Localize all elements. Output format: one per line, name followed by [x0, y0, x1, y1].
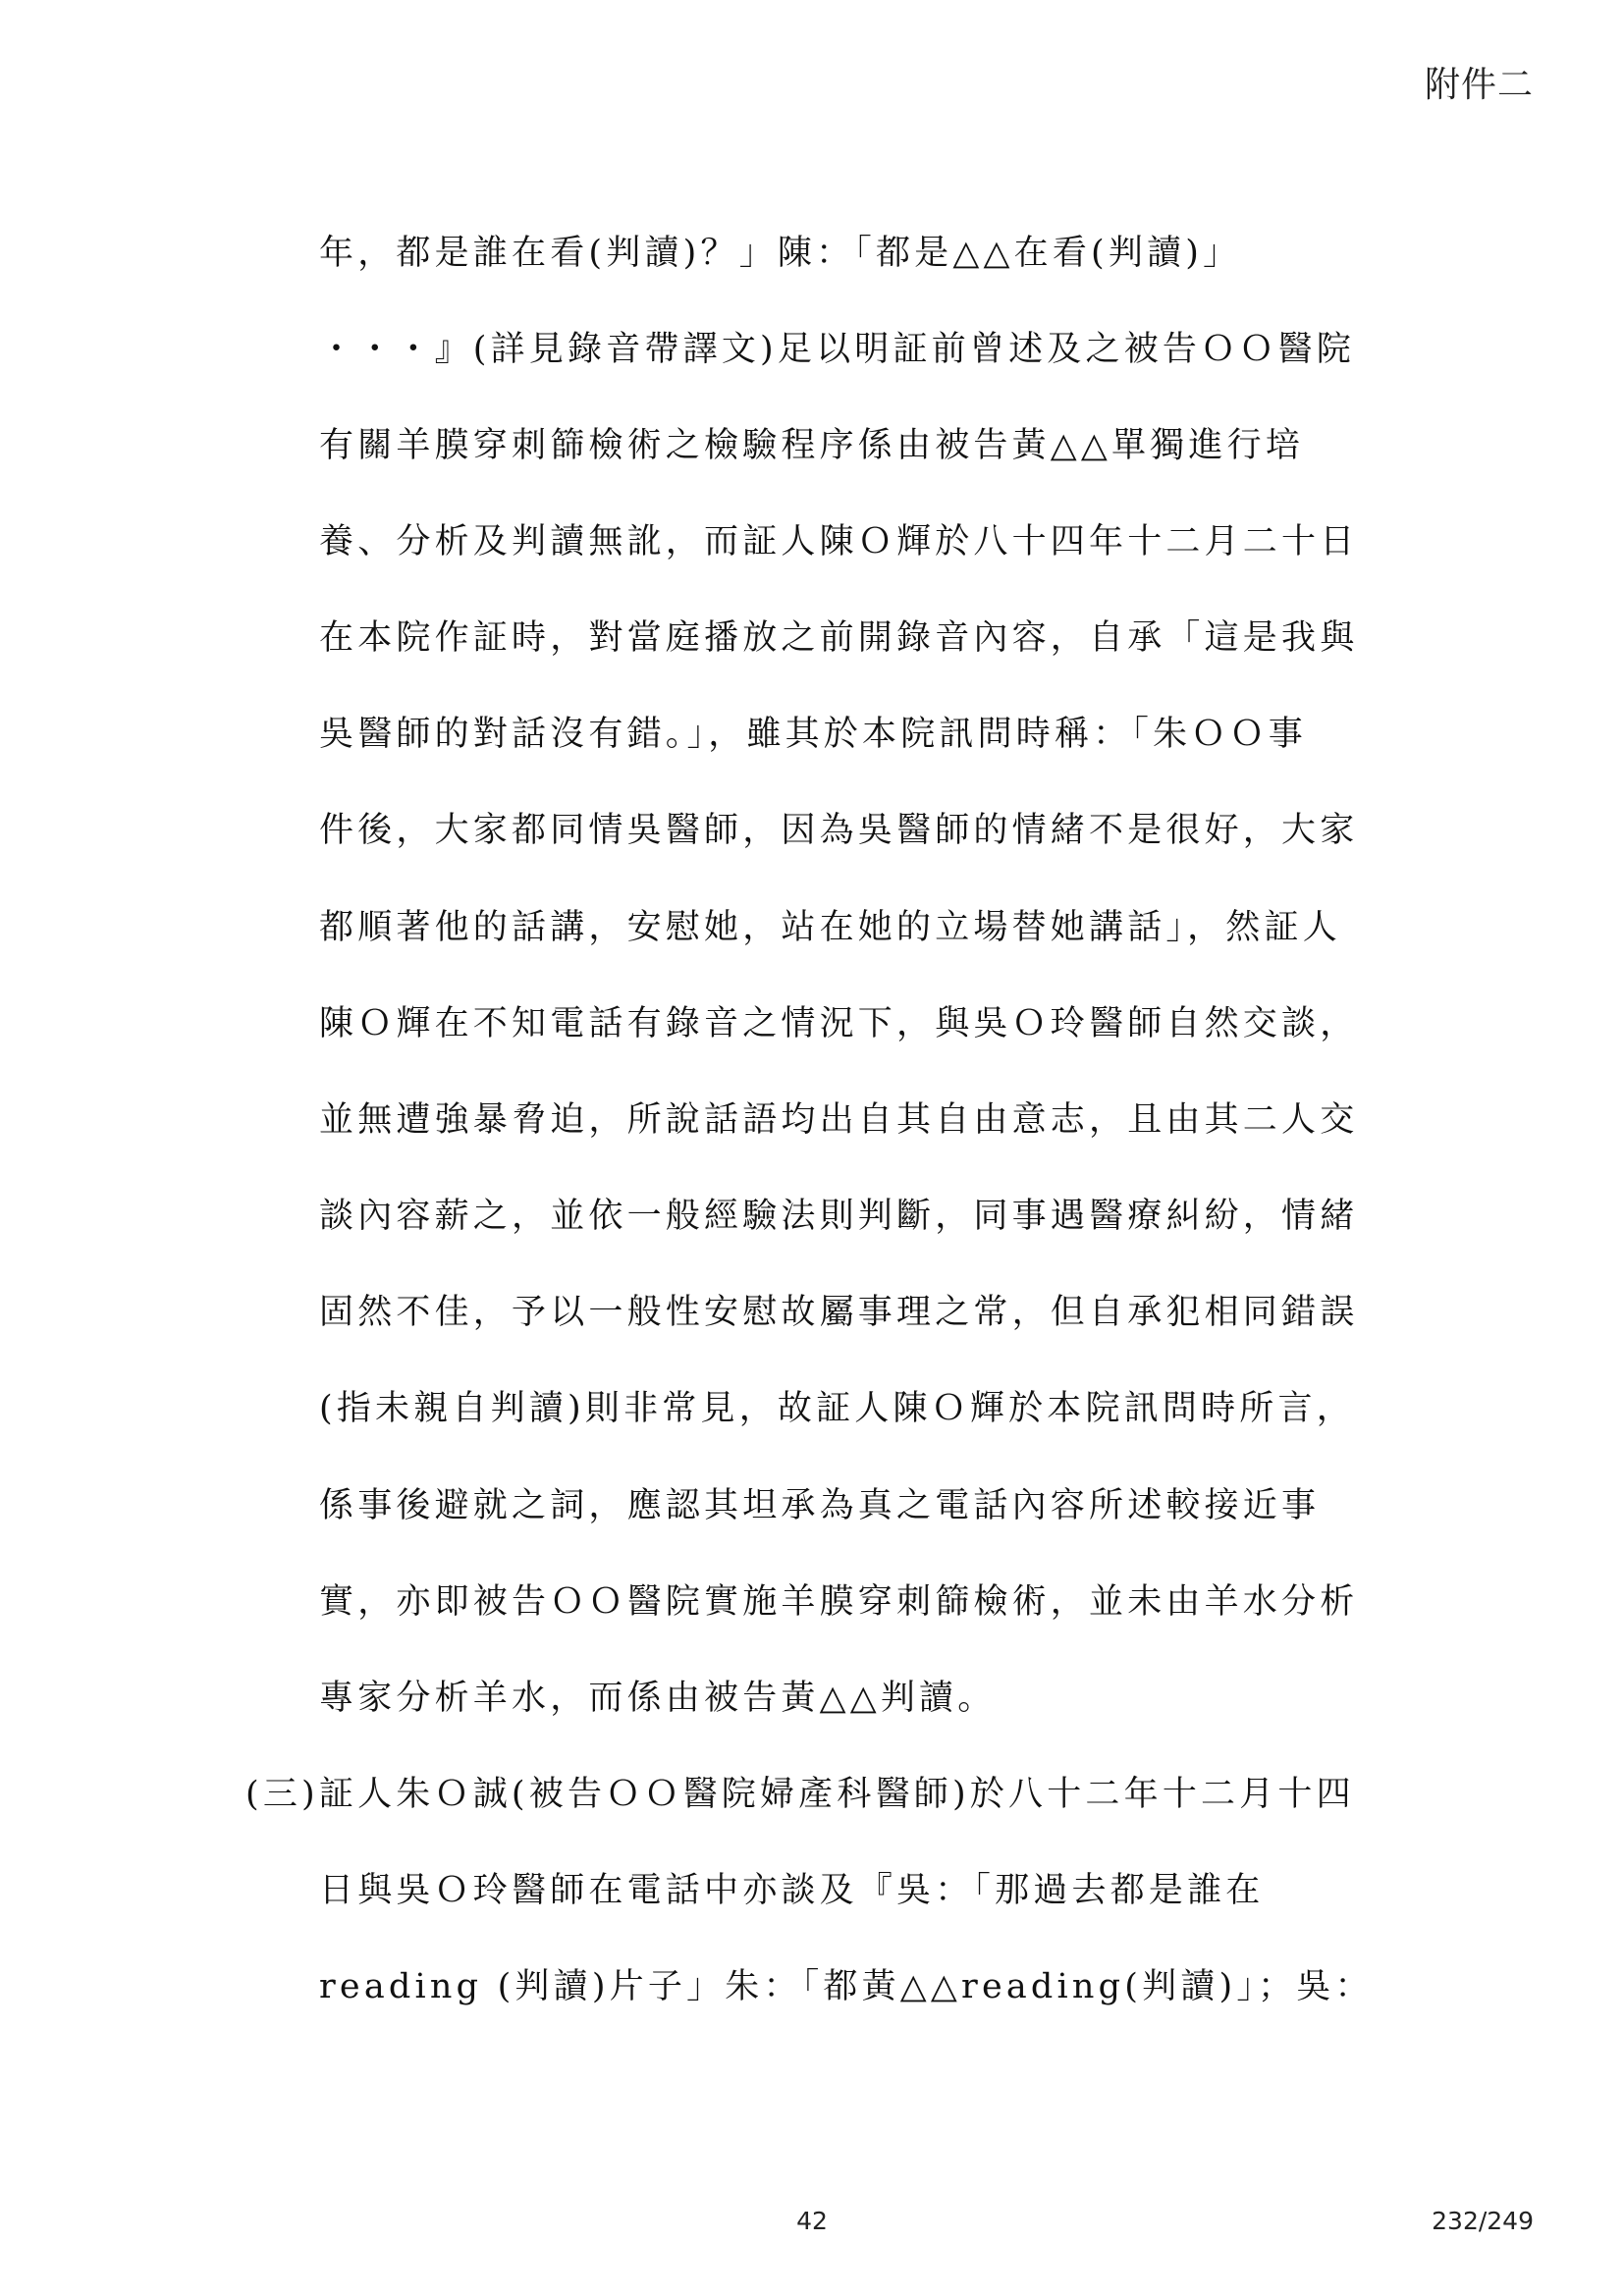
body-line: 年，都是誰在看(判讀)？」陳：「都是△△在看(判讀)」 — [319, 234, 1242, 273]
body-line: 陳Ｏ輝在不知電話有錄音之情況下，與吳Ｏ玲醫師自然交談， — [319, 1004, 1359, 1043]
body-line: 有關羊膜穿刺篩檢術之檢驗程序係由被告黃△△單獨進行培 — [319, 426, 1305, 465]
body-line: 養、分析及判讀無訛，而証人陳Ｏ輝於八十四年十二月二十日 — [319, 522, 1359, 561]
body-line: 係事後避就之詞，應認其坦承為真之電話內容所述較接近事 — [319, 1486, 1321, 1525]
body-line: 日與吳Ｏ玲醫師在電話中亦談及『吳：「那過去都是誰在 — [319, 1871, 1265, 1910]
body-line: 實，亦即被告ＯＯ醫院實施羊膜穿刺篩檢術，並未由羊水分析 — [319, 1582, 1359, 1622]
body-line: 專家分析羊水，而係由被告黃△△判讀。 — [319, 1679, 997, 1718]
body-line: 吳醫師的對話沒有錯。」，雖其於本院訊問時稱：「朱ＯＯ事 — [319, 715, 1307, 754]
body-line: 並無遭強暴脅迫，所說話語均出自其自由意志，且由其二人交 — [319, 1100, 1359, 1140]
body-line: ・・・』(詳見錄音帶譯文)足以明証前曾述及之被告ＯＯ醫院 — [319, 330, 1355, 369]
page-count: 232/249 — [1432, 2207, 1534, 2235]
body-line: 談內容薪之，並依一般經驗法則判斷，同事遇醫療糾紛，情緒 — [319, 1197, 1359, 1236]
attachment-label: 附件二 — [1424, 65, 1534, 105]
body-line: 件後，大家都同情吳醫師，因為吳醫師的情緒不是很好，大家 — [319, 811, 1359, 850]
body-line: (指未親自判讀)則非常見，故証人陳Ｏ輝於本院訊問時所言， — [319, 1389, 1355, 1428]
page-number: 42 — [796, 2207, 828, 2235]
body-line: 固然不佳，予以一般性安慰故屬事理之常，但自承犯相同錯誤 — [319, 1293, 1359, 1332]
body-line: reading (判讀)片子」朱：「都黃△△reading(判讀)」；吳： — [319, 1967, 1374, 2006]
section-item-heading: (三)証人朱Ｏ誠(被告ＯＯ醫院婦產科醫師)於八十二年十二月十四 — [245, 1775, 1355, 1814]
body-line: 都順著他的話講，安慰她，站在她的立場替她講話」，然証人 — [319, 908, 1341, 947]
body-line: 在本院作証時，對當庭播放之前開錄音內容，自承「這是我與 — [319, 618, 1359, 658]
